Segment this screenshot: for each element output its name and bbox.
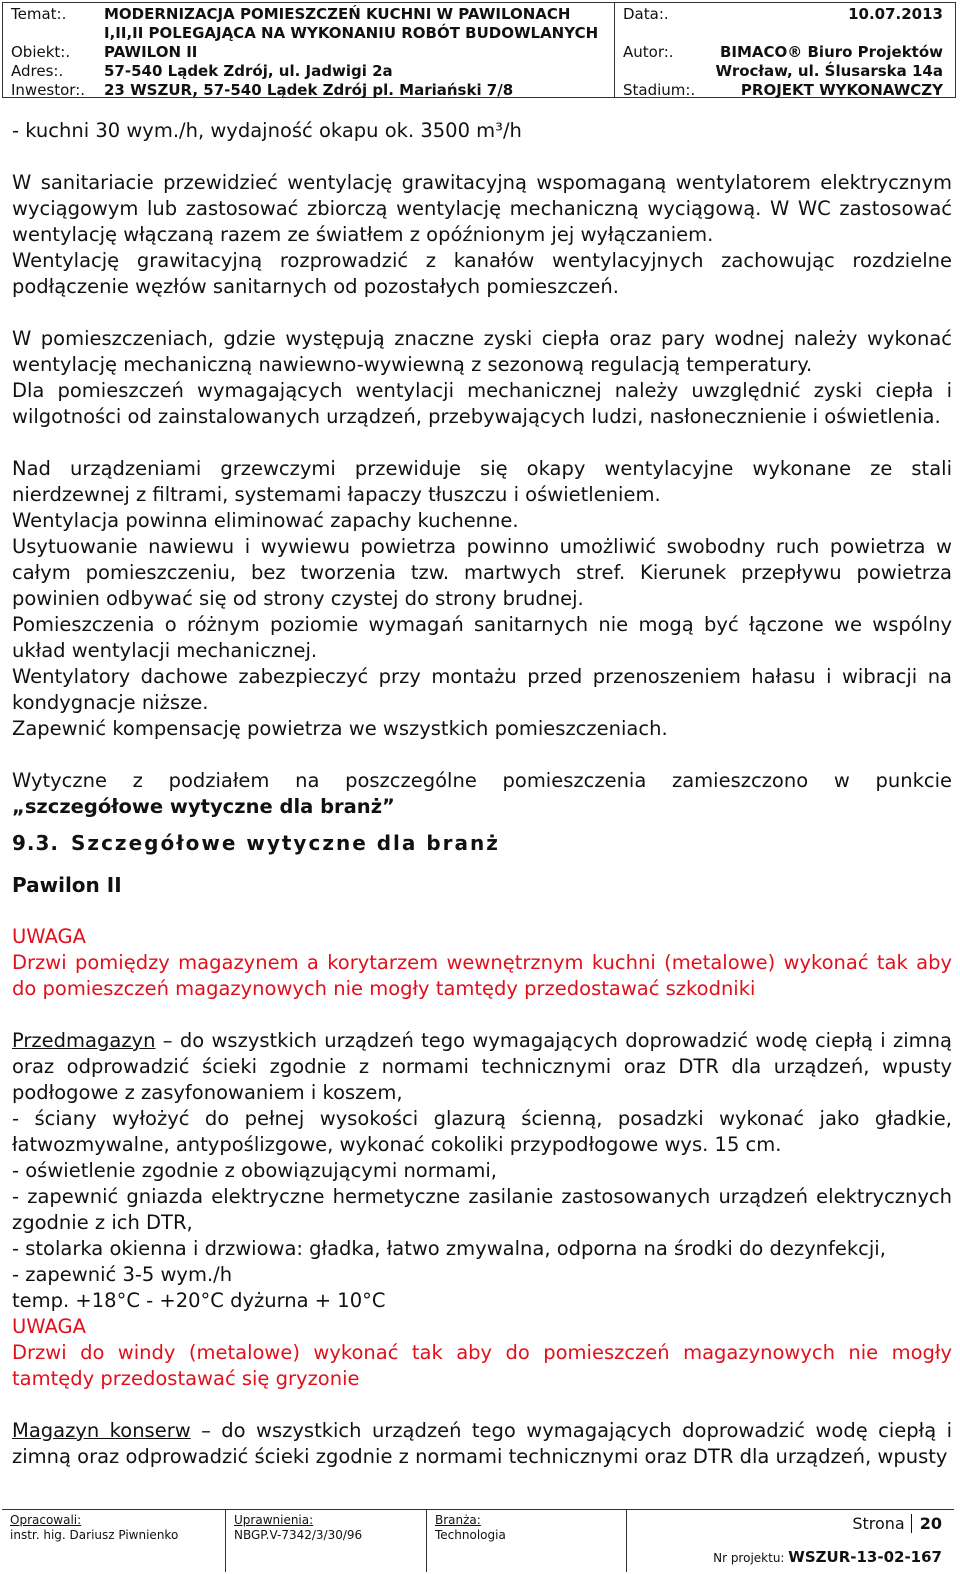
obiekt-value: PAWILON II: [104, 43, 198, 61]
header-divider: [614, 3, 615, 97]
project-number-label: Nr projektu:: [713, 1551, 785, 1565]
warning-text: Drzwi pomiędzy magazynem a korytarzem wewnętrznym kuchni (metalowe) wykonać tak aby do pomieszczeń magazynowych nie mogły tamtędy przedostawać szkodniki: [12, 951, 952, 1000]
paragraph: [12, 1028, 952, 1106]
project-number: [713, 1548, 942, 1566]
paragraph: Wentylację grawitacyjną rozprowadzić z kanałów wentylacyjnych zachowując rozdzielne podłączenie węzłów sanitarnych od pozostałych pomieszczeń.: [12, 249, 952, 298]
footer-permissions-value: NBGP.V-7342/3/30/96: [234, 1528, 363, 1542]
data-value: 10.07.2013: [848, 5, 943, 23]
paragraph: Zapewnić kompensację powietrza we wszystkich pomieszczeniach.: [12, 717, 668, 740]
inwestor-label: Inwestor:.: [11, 81, 86, 99]
list-item: - oświetlenie zgodnie z obowiązującymi normami,: [12, 1159, 497, 1182]
document-body: [12, 118, 952, 1470]
footer-permissions-cell: [226, 1510, 424, 1572]
stadium-label: Stadium:.: [623, 81, 696, 99]
document-header: [2, 2, 956, 98]
paragraph: [12, 768, 952, 820]
room-text: – do wszystkich urządzeń tego wymagających doprowadzić wodę ciepłą i zimną oraz odprowadzić ścieki zgodnie z normami technicznymi oraz DTR dla urządzeń, wpusty: [12, 1419, 952, 1468]
list-item: temp. +18°C - +20°C dyżurna + 10°C: [12, 1289, 386, 1312]
obiekt-label: Obiekt:.: [11, 43, 71, 61]
footer-permissions-label: Uprawnienia:: [234, 1513, 314, 1527]
room-name: Magazyn konserw: [12, 1419, 191, 1442]
paragraph: - kuchni 30 wym./h, wydajność okapu ok. 3500 m³/h: [12, 119, 522, 142]
section-title: Szczegółowe wytyczne dla branż: [71, 831, 500, 855]
autor-value2: Wrocław, ul. Ślusarska 14a: [715, 62, 943, 80]
list-item: - ściany wyłożyć do pełnej wysokości glazurą ścienną, posadzki wykonać jako gładkie, łatwozmywalne, antypoślizgowe, wykonać cokoliki przypodłogowe wys. 15 cm.: [12, 1107, 952, 1156]
project-number-value: WSZUR-13-02-167: [788, 1548, 942, 1566]
warning-title: UWAGA: [12, 1315, 86, 1338]
paragraph: Usytuowanie nawiewu i wywiewu powietrza powinno umożliwić swobodny ruch powietrza w całym pomieszczeniu, bez tworzenia tzw. martwych stref. Kierunek przepływu powietrza powinien odbywać się od strony czystej do strony brudnej.: [12, 535, 952, 610]
inwestor-value: 23 WSZUR, 57-540 Lądek Zdrój pl. Mariański 7/8: [104, 81, 514, 99]
reference-bold: „szczegółowe wytyczne dla branż”: [12, 795, 395, 818]
adres-label: Adres:.: [11, 62, 64, 80]
temat-line1: MODERNIZACJA POMIESZCZEŃ KUCHNI W PAWILONACH: [104, 5, 571, 23]
temat-line2: I,II,II POLEGAJĄCA NA WYKONANIU ROBÓT BUDOWLANYCH: [104, 24, 599, 42]
list-item: - zapewnić gniazda elektryczne hermetyczne zasilanie zastosowanych urządzeń elektrycznych zgodnie z ich DTR,: [12, 1185, 952, 1234]
warning-text: Drzwi do windy (metalowe) wykonać tak aby do pomieszczeń magazynowych nie mogły tamtędy przedostawać się gryzonie: [12, 1341, 952, 1390]
reference-text: Wytyczne z podziałem na poszczególne pomieszczenia zamieszczono w punkcie: [12, 769, 952, 792]
paragraph: [12, 1418, 952, 1470]
page-value: 20: [911, 1514, 942, 1533]
footer-author-cell: [2, 1510, 224, 1572]
paragraph: Wentylatory dachowe zabezpieczyć przy montażu przed przenoszeniem hałasu i wibracji na kondygnacje niższe.: [12, 665, 952, 714]
section-heading: [12, 830, 952, 856]
page-number: [852, 1514, 942, 1533]
footer-branch-cell: [427, 1510, 625, 1572]
footer-divider: [626, 1510, 627, 1572]
adres-value: 57-540 Lądek Zdrój, ul. Jadwigi 2a: [104, 62, 393, 80]
room-text: – do wszystkich urządzeń tego wymagających doprowadzić wodę ciepłą i zimną oraz odprowadzić ścieki zgodnie z normami technicznymi oraz DTR dla urządzeń, wpusty podłogowe z zasyfonowaniem i koszem,: [12, 1029, 952, 1104]
room-name: Przedmagazyn: [12, 1029, 156, 1052]
data-label: Data:.: [623, 5, 669, 23]
paragraph: Pomieszczenia o różnym poziomie wymagań sanitarnych nie mogą być łączone we wspólny układ wentylacji mechanicznej.: [12, 613, 952, 662]
paragraph: W sanitariacie przewidzieć wentylację grawitacyjną wspomaganą wentylatorem elektrycznym wyciągowym lub zastosować zbiorczą wentylację mechaniczną wyciągową. W WC zastosować wentylację włączaną razem ze światłem z opóźnionym jej wyłączaniem.: [12, 171, 952, 246]
paragraph: Wentylacja powinna eliminować zapachy kuchenne.: [12, 509, 519, 532]
footer-branch-value: Technologia: [435, 1528, 506, 1542]
autor-value1: BIMACO® Biuro Projektów: [719, 43, 943, 61]
stadium-value: PROJEKT WYKONAWCZY: [740, 81, 943, 99]
list-item: - zapewnić 3-5 wym./h: [12, 1263, 233, 1286]
subheading: Pawilon II: [12, 873, 122, 897]
page-label: Strona: [852, 1514, 905, 1533]
warning-title: UWAGA: [12, 925, 86, 948]
footer-author-value: instr. hig. Dariusz Piwnienko: [10, 1528, 179, 1542]
temat-label: Temat:.: [11, 5, 67, 23]
autor-label: Autor:.: [623, 43, 674, 61]
paragraph: Dla pomieszczeń wymagających wentylacji mechanicznej należy uwzględnić zyski ciepła i wilgotności od zainstalowanych urządzeń, przebywających ludzi, nasłonecznienie i oświetlenia.: [12, 379, 952, 428]
list-item: - stolarka okienna i drzwiowa: gładka, łatwo zmywalna, odporna na środki do dezynfekcji,: [12, 1237, 886, 1260]
section-number: 9.3.: [12, 831, 60, 855]
footer-author-label: Opracowali:: [10, 1513, 82, 1527]
paragraph: W pomieszczeniach, gdzie występują znaczne zyski ciepła oraz pary wodnej należy wykonać wentylację mechaniczną nawiewno-wywiewną z sezonową regulacją temperatury.: [12, 327, 952, 376]
paragraph: Nad urządzeniami grzewczymi przewiduje się okapy wentylacyjne wykonane ze stali nierdzewnej z filtrami, systemami łapaczy tłuszczu i oświetleniem.: [12, 457, 952, 506]
footer-branch-label: Branża:: [435, 1513, 481, 1527]
document-footer: [2, 1509, 954, 1572]
